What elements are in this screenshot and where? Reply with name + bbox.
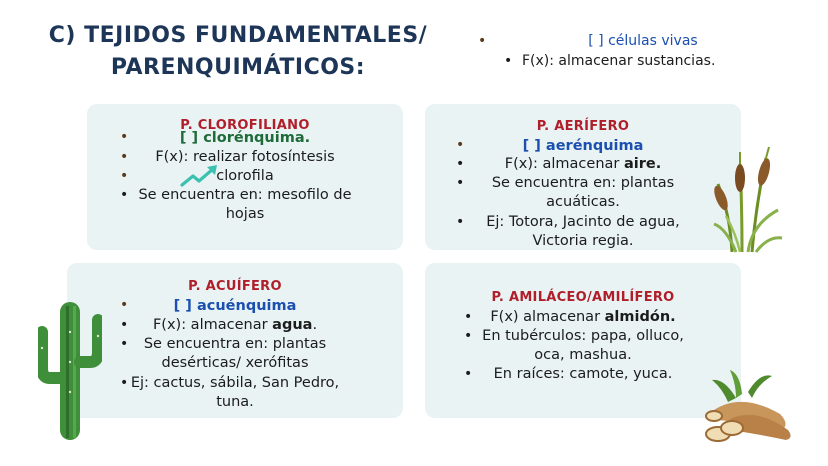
card-item: hojas bbox=[225, 206, 265, 222]
card-clorofiliano bbox=[87, 104, 403, 250]
bullet: • bbox=[120, 297, 129, 313]
bullet: • bbox=[456, 156, 465, 172]
card-amilaceo bbox=[425, 263, 741, 418]
card-item-text: F(x) almacenar bbox=[490, 309, 605, 325]
card-item: oca, mashua. bbox=[534, 347, 632, 363]
card-item: [ ] acuénquima bbox=[173, 298, 297, 314]
bullet: • bbox=[464, 309, 473, 325]
card-aerifero bbox=[425, 104, 741, 250]
card-item: Se encuentra en: plantas bbox=[491, 175, 675, 191]
card-item bbox=[425, 155, 741, 174]
card-item: Se encuentra en: mesofilo de bbox=[138, 187, 352, 203]
card-item-bold: agua bbox=[272, 317, 313, 333]
bullet: • bbox=[120, 149, 129, 165]
card-item: acuáticas. bbox=[546, 194, 620, 210]
bullet: • bbox=[456, 175, 465, 191]
card-item: Victoria regia. bbox=[532, 233, 634, 249]
card-item: desérticas/ xerófitas bbox=[161, 355, 309, 371]
bullet: • bbox=[120, 375, 129, 391]
top-list-item-function: F(x): almacenar sustancias. bbox=[522, 53, 716, 69]
bullet: • bbox=[456, 214, 465, 230]
bullet: • bbox=[120, 317, 129, 333]
card-item: F(x): realizar fotosíntesis bbox=[155, 149, 335, 165]
card-item: clorofila bbox=[216, 168, 274, 184]
bullet: • bbox=[120, 336, 129, 352]
page-title bbox=[18, 20, 458, 84]
card-item: Ej: cactus, sábila, San Pedro, bbox=[130, 375, 340, 391]
card-title: P. ACUÍFERO bbox=[188, 279, 282, 294]
card-item bbox=[67, 316, 403, 335]
card-item: En tubérculos: papa, olluco, bbox=[482, 328, 684, 344]
bullet: • bbox=[464, 328, 473, 344]
cactus-icon bbox=[38, 292, 102, 442]
card-item: tuna. bbox=[216, 394, 254, 410]
arrow-up-icon bbox=[179, 164, 223, 188]
card-item bbox=[425, 308, 741, 327]
card-title: P. AERÍFERO bbox=[536, 119, 630, 134]
card-item: En raíces: camote, yuca. bbox=[493, 366, 673, 382]
card-title: P. CLOROFILIANO bbox=[180, 118, 310, 133]
bullet: • bbox=[464, 366, 473, 382]
card-item: Se encuentra en: plantas bbox=[143, 336, 327, 352]
bullet: • bbox=[120, 168, 129, 184]
bullet: • bbox=[120, 187, 129, 203]
bullet: • bbox=[120, 129, 129, 145]
bullet: • bbox=[456, 137, 465, 153]
card-item: [ ] clorénquima. bbox=[179, 130, 311, 146]
page-title-line1: C) TEJIDOS FUNDAMENTALES/ bbox=[48, 23, 428, 48]
cassava-roots-icon bbox=[702, 368, 798, 444]
card-item-bold: aire. bbox=[623, 156, 662, 172]
card-item-text: F(x): almacenar bbox=[152, 317, 273, 333]
card-item: Ej: Totora, Jacinto de agua, bbox=[486, 214, 680, 230]
top-list-item-cells: [ ] células vivas bbox=[588, 33, 698, 49]
page-title-line2: PARENQUIMÁTICOS: bbox=[110, 55, 366, 80]
cattail-plant-icon bbox=[712, 144, 784, 254]
bullet: • bbox=[478, 33, 487, 49]
card-item-text: . bbox=[312, 317, 318, 333]
card-item-text: F(x): almacenar bbox=[504, 156, 624, 172]
card-item: [ ] aerénquima bbox=[522, 138, 644, 154]
card-title: P. AMILÁCEO/AMILÍFERO bbox=[491, 290, 675, 305]
bullet: • bbox=[504, 53, 513, 69]
card-acuifero bbox=[67, 263, 403, 418]
card-item-bold: almidón. bbox=[604, 309, 676, 325]
